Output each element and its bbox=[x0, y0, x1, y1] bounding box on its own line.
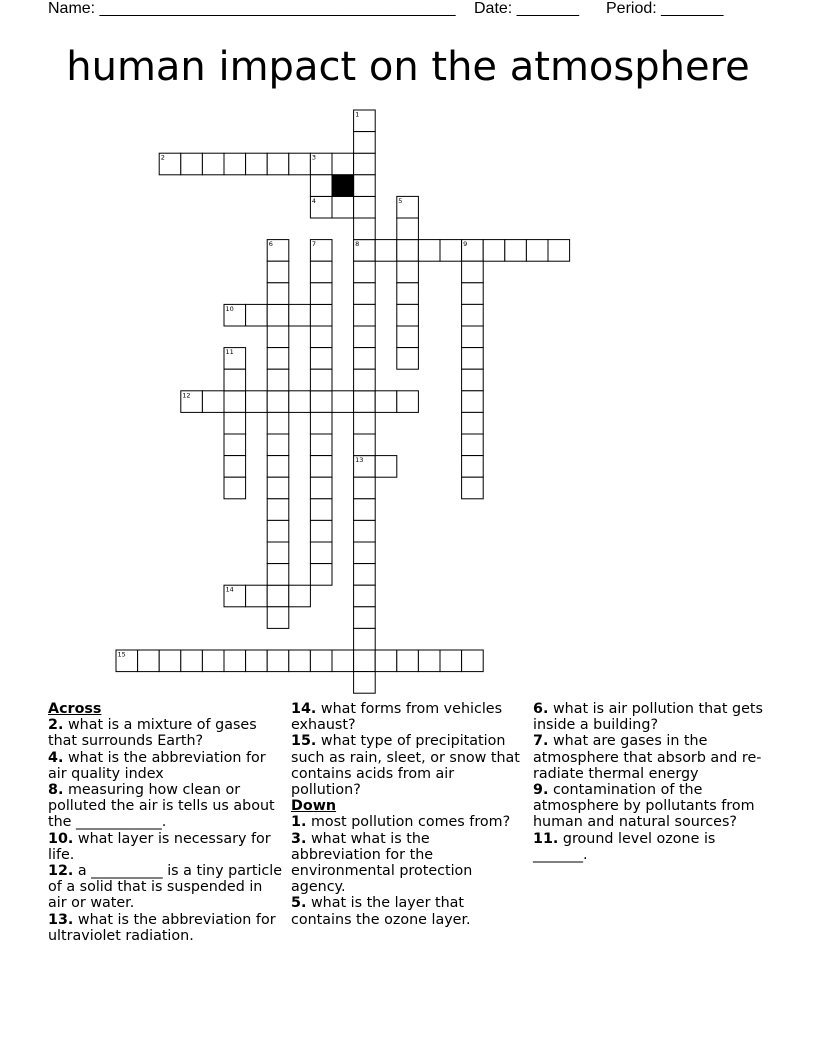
grid-cell[interactable] bbox=[462, 304, 484, 326]
grid-cell[interactable] bbox=[267, 391, 289, 413]
clue-number-1: 1 bbox=[355, 110, 360, 119]
grid-cell[interactable] bbox=[375, 456, 397, 478]
grid-cell[interactable] bbox=[332, 650, 354, 672]
clue-number-6: 6 bbox=[268, 240, 273, 249]
grid-cell[interactable] bbox=[224, 434, 246, 456]
grid-cell[interactable] bbox=[267, 585, 289, 607]
grid-cell[interactable] bbox=[354, 261, 376, 283]
grid-cell[interactable] bbox=[267, 456, 289, 478]
grid-cell[interactable] bbox=[354, 153, 376, 175]
clue-number-11: 11 bbox=[225, 348, 234, 357]
grid-cell[interactable] bbox=[397, 283, 419, 305]
clue-across-10: 10. what layer is necessary for life. bbox=[48, 830, 271, 863]
grid-cell[interactable] bbox=[397, 304, 419, 326]
grid-cell[interactable] bbox=[267, 564, 289, 586]
grid-cell[interactable] bbox=[224, 412, 246, 434]
clue-across-8: 8. measuring how clean or polluted the air is tells us about the ____________. bbox=[48, 782, 275, 831]
grid-cell[interactable] bbox=[181, 650, 203, 672]
clue-down-7: 7. what are gases in the atmosphere that absorb and re-radiate thermal energy bbox=[533, 733, 762, 782]
grid-cell[interactable] bbox=[138, 650, 160, 672]
clue-across-4: 4. what is the abbreviation for air quality index bbox=[48, 749, 266, 782]
clues-column-3 bbox=[533, 701, 773, 863]
grid-cell[interactable] bbox=[224, 153, 246, 175]
grid-cell[interactable] bbox=[462, 477, 484, 499]
clue-down-5: 5. what is the layer that contains the ozone layer. bbox=[291, 895, 471, 928]
grid-cell[interactable] bbox=[246, 650, 268, 672]
grid-cell[interactable] bbox=[310, 283, 332, 305]
grid-cell[interactable] bbox=[159, 650, 181, 672]
clue-number-14: 14 bbox=[225, 585, 234, 594]
grid-cell[interactable] bbox=[310, 326, 332, 348]
grid-cell[interactable] bbox=[354, 391, 376, 413]
grid-cell[interactable] bbox=[310, 520, 332, 542]
grid-cell[interactable] bbox=[354, 434, 376, 456]
grid-cell[interactable] bbox=[462, 412, 484, 434]
grid-cell[interactable] bbox=[332, 153, 354, 175]
grid-cell[interactable] bbox=[246, 585, 268, 607]
puzzle-title: human impact on the atmosphere bbox=[66, 44, 750, 90]
clue-down-9: 9. contamination of the atmosphere by pollutants from human and natural sources? bbox=[533, 782, 755, 831]
grid-cell[interactable] bbox=[440, 650, 462, 672]
grid-cell[interactable] bbox=[202, 650, 224, 672]
grid-cell[interactable] bbox=[267, 261, 289, 283]
grid-cell[interactable] bbox=[354, 196, 376, 218]
grid-cell[interactable] bbox=[462, 434, 484, 456]
grid-cell[interactable] bbox=[397, 261, 419, 283]
grid-cell[interactable] bbox=[289, 153, 311, 175]
grid-cell[interactable] bbox=[462, 391, 484, 413]
grid-cell[interactable] bbox=[397, 326, 419, 348]
grid-cell[interactable] bbox=[310, 499, 332, 521]
period-field-label: Period: _______ bbox=[606, 0, 724, 17]
grid-cell[interactable] bbox=[418, 650, 440, 672]
grid-cell[interactable] bbox=[354, 628, 376, 650]
name-field-label: Name: ________________________________________ bbox=[48, 0, 456, 17]
grid-cell[interactable] bbox=[354, 564, 376, 586]
clues-column-2 bbox=[291, 701, 523, 928]
grid-cell[interactable] bbox=[289, 585, 311, 607]
grid-cell[interactable] bbox=[310, 304, 332, 326]
black-square bbox=[332, 175, 354, 197]
grid-cell[interactable] bbox=[462, 369, 484, 391]
clue-number-9: 9 bbox=[463, 240, 468, 249]
clue-across-12: 12. a __________ is a tiny particle of a solid that is suspended in air or water. bbox=[48, 863, 283, 912]
clues-column-1 bbox=[48, 701, 284, 944]
grid-cell[interactable] bbox=[397, 240, 419, 262]
grid-cell[interactable] bbox=[267, 412, 289, 434]
grid-cell[interactable] bbox=[526, 240, 548, 262]
grid-cell[interactable] bbox=[462, 326, 484, 348]
grid-cell[interactable] bbox=[354, 650, 376, 672]
grid-cell[interactable] bbox=[462, 348, 484, 370]
clue-down-1: 1. most pollution comes from? bbox=[291, 814, 511, 831]
grid-cell[interactable] bbox=[246, 304, 268, 326]
down-heading: Down bbox=[291, 798, 337, 815]
grid-cell[interactable] bbox=[202, 391, 224, 413]
grid-cell[interactable] bbox=[418, 240, 440, 262]
grid-cell[interactable] bbox=[267, 283, 289, 305]
grid-cell[interactable] bbox=[354, 132, 376, 154]
grid-cell[interactable] bbox=[310, 412, 332, 434]
clue-number-8: 8 bbox=[355, 240, 360, 249]
grid-cell[interactable] bbox=[267, 434, 289, 456]
grid-cell[interactable] bbox=[397, 650, 419, 672]
grid-cell[interactable] bbox=[354, 672, 376, 694]
grid-cell[interactable] bbox=[354, 585, 376, 607]
grid-cell[interactable] bbox=[310, 369, 332, 391]
grid-cell[interactable] bbox=[289, 650, 311, 672]
grid-cell[interactable] bbox=[224, 369, 246, 391]
grid-cell[interactable] bbox=[310, 477, 332, 499]
clue-down-11: 11. ground level ozone is _______. bbox=[533, 830, 716, 863]
grid-cell[interactable] bbox=[310, 175, 332, 197]
grid-cell[interactable] bbox=[181, 153, 203, 175]
grid-cell[interactable] bbox=[224, 650, 246, 672]
grid-cell[interactable] bbox=[462, 650, 484, 672]
clue-across-15: 15. what type of precipitation such as rain, sleet, or snow that contains acids from air pollution? bbox=[291, 733, 520, 799]
clue-number-10: 10 bbox=[225, 304, 234, 313]
grid-cell[interactable] bbox=[375, 650, 397, 672]
grid-cell[interactable] bbox=[332, 391, 354, 413]
grid-cell[interactable] bbox=[202, 153, 224, 175]
grid-cell[interactable] bbox=[310, 434, 332, 456]
grid-cell[interactable] bbox=[354, 369, 376, 391]
grid-cell[interactable] bbox=[548, 240, 570, 262]
grid-cell[interactable] bbox=[354, 607, 376, 629]
grid-cell[interactable] bbox=[354, 326, 376, 348]
grid-cell[interactable] bbox=[267, 477, 289, 499]
grid-cell[interactable] bbox=[246, 391, 268, 413]
grid-cell[interactable] bbox=[354, 348, 376, 370]
grid-cell[interactable] bbox=[246, 153, 268, 175]
grid-cell[interactable] bbox=[289, 391, 311, 413]
across-heading: Across bbox=[48, 701, 102, 717]
grid-cell[interactable] bbox=[224, 456, 246, 478]
clue-number-12: 12 bbox=[182, 391, 191, 400]
grid-cell[interactable] bbox=[310, 542, 332, 564]
grid-cell[interactable] bbox=[310, 391, 332, 413]
grid-cell[interactable] bbox=[354, 499, 376, 521]
grid-cell[interactable] bbox=[267, 607, 289, 629]
clue-number-5: 5 bbox=[398, 196, 403, 205]
grid-cell[interactable] bbox=[462, 456, 484, 478]
clue-number-13: 13 bbox=[355, 456, 364, 465]
grid-cell[interactable] bbox=[440, 240, 462, 262]
grid-cell[interactable] bbox=[310, 564, 332, 586]
grid-cell[interactable] bbox=[375, 240, 397, 262]
grid-cell[interactable] bbox=[267, 520, 289, 542]
grid-cell[interactable] bbox=[267, 348, 289, 370]
grid-cell[interactable] bbox=[224, 391, 246, 413]
grid-cell[interactable] bbox=[310, 650, 332, 672]
grid-cell[interactable] bbox=[267, 326, 289, 348]
grid-cell[interactable] bbox=[397, 391, 419, 413]
grid-cell[interactable] bbox=[267, 369, 289, 391]
grid-cell[interactable] bbox=[397, 218, 419, 240]
clue-number-2: 2 bbox=[160, 153, 165, 162]
clue-across-2: 2. what is a mixture of gases that surrounds Earth? bbox=[48, 717, 257, 750]
grid-cell[interactable] bbox=[462, 283, 484, 305]
grid-cell[interactable] bbox=[310, 261, 332, 283]
date-field-label: Date: _______ bbox=[474, 0, 579, 17]
grid-cell[interactable] bbox=[354, 304, 376, 326]
grid-cell[interactable] bbox=[310, 348, 332, 370]
grid-cell[interactable] bbox=[267, 499, 289, 521]
clue-down-6: 6. what is air pollution that gets inside a building? bbox=[533, 701, 763, 734]
grid-cell[interactable] bbox=[332, 196, 354, 218]
grid-cell[interactable] bbox=[310, 456, 332, 478]
grid-cell[interactable] bbox=[354, 283, 376, 305]
grid-cell[interactable] bbox=[224, 477, 246, 499]
grid-cell[interactable] bbox=[462, 261, 484, 283]
clue-across-14: 14. what forms from vehicles exhaust? bbox=[291, 701, 503, 734]
grid-cell[interactable] bbox=[289, 304, 311, 326]
grid-cell[interactable] bbox=[354, 218, 376, 240]
grid-cell[interactable] bbox=[354, 520, 376, 542]
clue-number-4: 4 bbox=[311, 196, 317, 205]
grid-cell[interactable] bbox=[354, 542, 376, 564]
clue-down-3: 3. what what is the abbreviation for the environmental protection agency. bbox=[291, 830, 473, 896]
grid-cell[interactable] bbox=[483, 240, 505, 262]
grid-cell[interactable] bbox=[505, 240, 527, 262]
grid-cell[interactable] bbox=[267, 153, 289, 175]
grid-cell[interactable] bbox=[354, 412, 376, 434]
clue-number-15: 15 bbox=[117, 650, 126, 659]
clue-number-3: 3 bbox=[311, 153, 317, 162]
grid-cell[interactable] bbox=[267, 650, 289, 672]
grid-cell[interactable] bbox=[267, 304, 289, 326]
grid-cell[interactable] bbox=[397, 348, 419, 370]
clue-number-7: 7 bbox=[311, 240, 317, 249]
clue-across-13: 13. what is the abbreviation for ultraviolet radiation. bbox=[48, 911, 276, 944]
grid-cell[interactable] bbox=[375, 391, 397, 413]
grid-cell[interactable] bbox=[267, 542, 289, 564]
grid-cell[interactable] bbox=[354, 175, 376, 197]
grid-cell[interactable] bbox=[354, 477, 376, 499]
